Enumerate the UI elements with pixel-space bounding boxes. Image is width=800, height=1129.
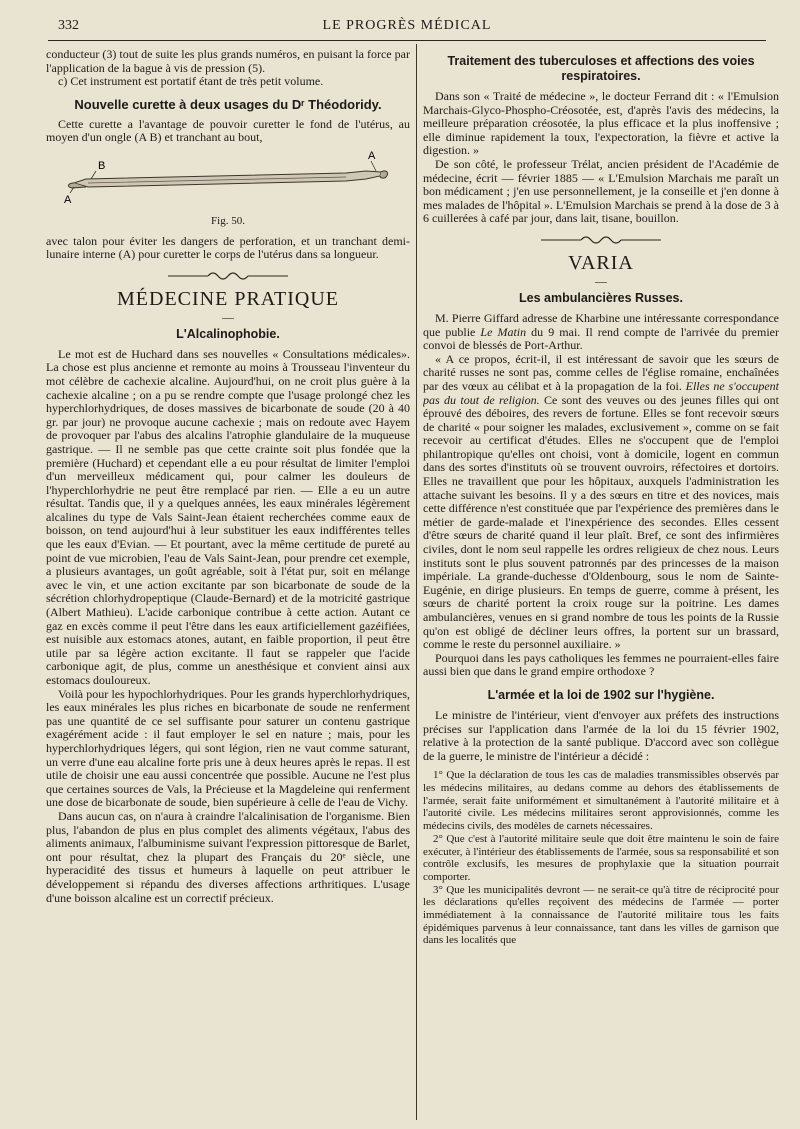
text-run: du 9 mai. Il rend compte de l'arrivée du premier convoi de blessés de Port-Arthur. [423, 324, 779, 353]
page-number: 332 [58, 18, 79, 33]
text-run: Ce sont des veuves ou des jeunes filles qui ont éprouvé des déboires, des revers de fortune. Elles se font recevoir sœurs de charité « pour soigner les malades, exclusivement », comme on se fait recevoir au certificat d'études. Elles ne s'occupent que de l'emploi philantropique qu'elles ont choisi, vont à domicile, logent en commun dans des sortes d'instituts où se trouvent ouvroirs, réfectoires et dortoirs. Elles ne travaillent que pour les hôpitaux, auxquels l'administration les attache suivant les besoins. Il y a des sœurs en titre et des novices, mais cette différence n'est constituée que par l'expérience des premières dans le métier de garde-malade et l'inexpérience des secondes. Elles cessent d'être sœurs de charité quand il leur plaît. Bref, ce sont des infirmières civiles, dont le nom seul rappelle les ordres religieux de chez nous. Leurs instituts sont le plus souvent patronnés par des princesses de la maison impériale. La grande-duchesse d'Oldenbourg, sous le nom de Sainte-Eugénie, en dirige plusieurs. En temps de guerre, comme à présent, les sœurs de charité portent la croix rouge sur la poitrine. Les dames ambulancières, venues en si grand nombre de tous les points de la Russie qu'on est obligé de décliner leurs offres, la portent sur un brassard, comme le reste du personnel auxiliaire. » [423, 392, 779, 652]
paragraph: De son côté, le professeur Trélat, ancien président de l'Académie de médecine, écrit — février 1885 — « L'Emulsion Marchais me paraît un bon médicament ; j'en use personnellement, je la conseille et j'en donne à mes malades de l'hôpital ». L'Emulsion Marchais se prend à la dose de 3 à 6 cuillerées à café par jour, dans lait, tisane, bouillon. [423, 156, 779, 226]
journal-name: Le Matin [480, 324, 527, 339]
paragraph: Dans son « Traité de médecine », le docteur Ferrand dit : « l'Emulsion Marchais-Glyco-Phospho-Créosotée, est, d'après l'avis des médecins, la meilleure préparation créosotée, la plus efficace et la plus inoffensive ; elle diminue rapidement la toux, l'expectoration, la fièvre et active la digestion. » [423, 89, 779, 158]
page-header [48, 14, 766, 41]
ambulancieres-heading: Les ambulancières Russes. [519, 290, 683, 305]
italic-text: Elles ne s'occupent pas du tout de religion. [423, 378, 779, 407]
paragraph [423, 312, 779, 353]
figure-caption: Fig. 50. [211, 214, 245, 227]
ornament-icon [168, 270, 288, 282]
ornament-divider [46, 270, 410, 282]
paragraph [423, 353, 779, 652]
ornament-icon [541, 234, 661, 246]
curette-heading: Nouvelle curette à deux usages du Dʳ Théodoridy. [74, 96, 382, 112]
paragraph: Le mot est de Huchard dans ses nouvelles « Consultations médicales». La chose est plus ancienne et remonte au moins à Trousseau l'inventeur du mot célèbre de cachexie alcaline. Aujourd'hui, on ne croit plus guère à la cachexie alcaline ; on a pu se rendre compte que l'usage prolongé chez les hyperchlorhydriques, de doses massives de bicarbonate de soude (20 à 40 gr. par jour) ne provoque aucune cachexie ; mais on redoute avec Hayem de provoquer par l'abus des alcalins l'atrophie glandulaire de la muqueuse gastrique. — Il ne semble pas que cette crainte soit plus fondée que la première (Huchard) et cependant elle a eu pour résultat de limiter l'emploi d'un merveilleux médicament qui, pour calmer les douleurs de l'hyperchlorhydrie ne peut être remplacé par rien. — Elle a eu un autre résultat. Tandis que, il y a quelques années, les eaux minérales légèrement alcalines du type de Vals Saint-Jean étaient recherchées comme eaux de boisson, on tend aujourd'hui à leur substituer les eaux indifférentes telles que les eaux d'Evian. — Et pourtant, avec la même certitude de pureté au point de vue microbien, l'eau de Vals Saint-Jean, pour prendre cet exemple, a plusieurs avantages, un goût agréable, soit à l'état pur, soit en mélange avec le vin, et une action excitante par son bicarbonate de soude de la sécrétion chlorhydropeptique (Claude-Bernard) et de la motricité gastrique (Albert Mathieu). L'acide carbonique contribue à cette action. Autant ce gaz en excès comme il peut l'être dans les eaux artificiellement gazéifiées, est nuisible aux estomacs atones, autant, en faible proportion, il peut être utile par sa légère action excitante. Il faut se rappeler que l'acide carbonique agit, de plus, comme un anesthésique et convient ainsi aux estomacs douloureux. [46, 346, 410, 687]
figure-label-a-right: A [368, 149, 376, 162]
alcalinophobie-heading: L'Alcalinophobie. [176, 326, 280, 341]
paragraph: avec talon pour éviter les dangers de perforation, et un tranchant demi-lunaire interne (A) pour curetter le corps de l'utérus dans sa longueur. [46, 233, 410, 262]
ornament-divider [423, 234, 779, 246]
list-item: 1° Que la déclaration de tous les cas de maladies transmissibles observés par les médecins militaires, au dedans comme au dehors des établissements de l'armée, serait faite uniformément et simultanément à l'autorité militaire et à l'autorité civile. Les médecins militaires seront approvisionnés, comme les médecins civils, des modèles de carnets nécessaires. [423, 769, 779, 833]
paragraph: Pourquoi dans les pays catholiques les femmes ne pourraient-elles faire aussi bien que dans le grand empire orthodoxe ? [423, 650, 779, 679]
medecine-heading: MÉDECINE PRATIQUE [117, 287, 339, 310]
paragraph: conducteur (3) tout de suite les plus grands numéros, en puisant la force par l'application de la bague à vis de pression (5). [46, 48, 410, 75]
curette-figure [46, 149, 410, 211]
text-run: M. Pierre Giffard adresse de Kharbine une intéressante correspondance que publie [423, 310, 779, 339]
armee-heading: L'armée et la loi de 1902 sur l'hygiène. [487, 687, 715, 702]
paragraph: Dans aucun cas, on n'aura à craindre l'alcalinisation de l'organisme. Bien plus, l'abandon de plus en plus complet des aliments végétaux, l'abus des aliments animaux, l'albuminisme suivant l'expression pittoresque de Barlet, ont pour résultat, chez la plupart des Français du 20ᵉ siècle, une hyperacidité des tissus et humeurs à laquelle on peut attribuer le développement si répandu des diverses affections arthritiques. L'usage d'une boisson alcaline est un correctif précieux. [46, 808, 410, 905]
paragraph: Voilà pour les hypochlorhydriques. Pour les grands hyperchlorhydriques, les eaux minérales les plus riches en bicarbonate de soude ne renferment pas une quantité de ce sel suffisante pour saturer un contenu gastrique exagérément acide : il faut employer le sel en nature ; mais, pour les hyperchlorhydriques légers, qui sont légion, rien ne vaut comme saturant, un verre d'une eau alcaline forte pris une à deux heures après le repas. Il est utile de choisir une eau aussi concentrée que possible. Aucune ne l'est plus que certaines sources de Vals, la Précieuse et la Magdeleine qui renferment une dose de bicarbonate de soude, bien supérieure à celle de l'eau de Vichy. [46, 686, 410, 810]
dash-separator: — [595, 273, 607, 288]
right-column [423, 48, 779, 1126]
varia-heading: VARIA [568, 251, 634, 274]
paragraph: Cette curette a l'avantage de pouvoir curetter le fond de l'utérus, au moyen d'un ongle (A B) et tranchant au bout, [46, 116, 410, 145]
list-item: 3° Que les municipalités devront — ne serait-ce qu'à titre de réciprocité pour les déclarations qu'elles reçoivent des médecins de l'armée — porter immédiatement à la connaissance de l'autorité militaire tous les faits épidémiques parvenus à leur connaissance, tant dans les villes de garnison que dans les localités que [423, 883, 779, 947]
column-divider [416, 44, 417, 1120]
paragraph: c) Cet instrument est portatif étant de très petit volume. [58, 74, 324, 89]
list-item: 2° Que c'est à l'autorité militaire seule que doit être maintenu le soin de faire exécuter, à l'intérieur des établissements de l'armée, sous sa responsabilité et son contrôle exclusifs, les mesures de prophylaxie que la situation pourrait comporter. [423, 832, 779, 883]
curette-illustration [46, 149, 410, 211]
text-run: « A ce propos, écrit-il, il est intéressant de savoir que les sœurs de charité russes ne sont pas, comme celles de l'église romaine, enchaînées par des vœux au célibat et à la propagation de la foi. [423, 351, 779, 393]
left-column [46, 48, 410, 1126]
figure-label-b: B [98, 159, 106, 172]
decree-list [423, 769, 779, 947]
journal-title: LE PROGRÈS MÉDICAL [322, 18, 492, 33]
figure-label-a-left: A [64, 193, 72, 206]
paragraph: Le ministre de l'intérieur, vient d'envoyer aux préfets des instructions précises sur l'application dans l'armée de la loi du 15 février 1902, relative à la protection de la santé publique. D'accord avec son collègue de la guerre, le ministre de l'intérieur a décidé : [423, 707, 779, 763]
tuberculoses-heading: Traitement des tuberculoses et affections des voies respiratoires. [447, 54, 755, 83]
dash-separator: — [222, 309, 234, 324]
